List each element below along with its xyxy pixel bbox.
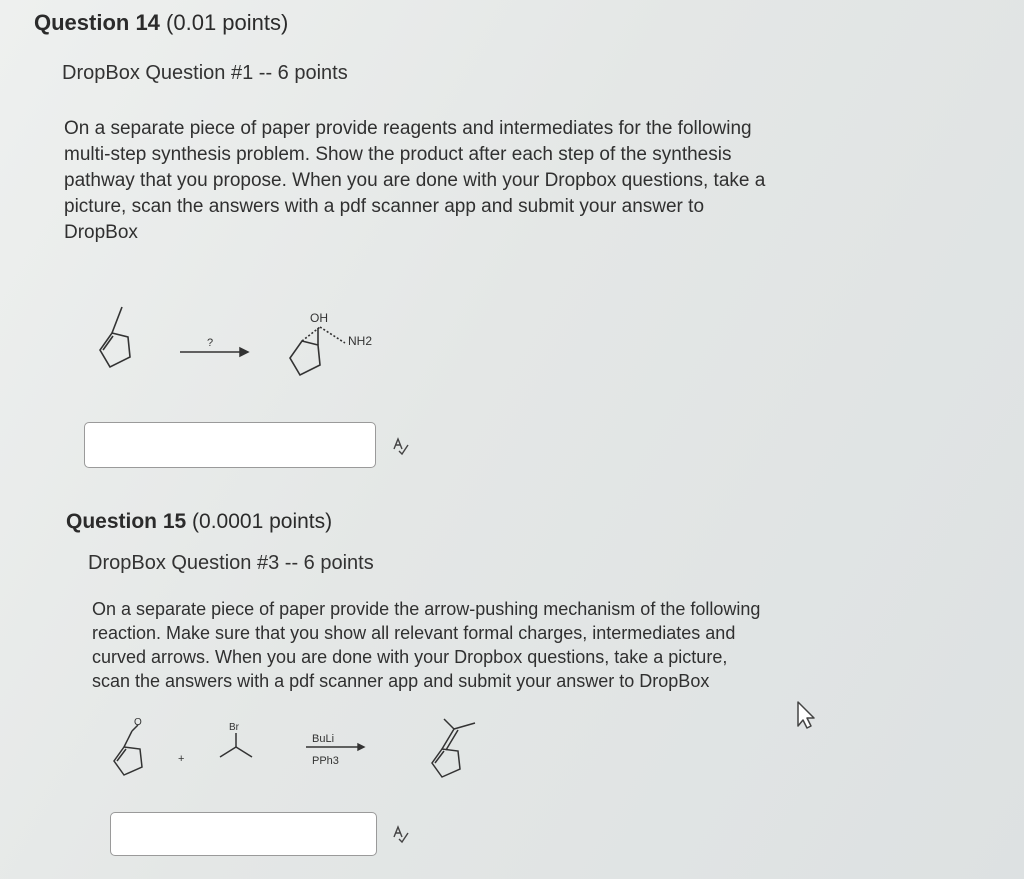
q14-label-oh: OH <box>310 311 328 325</box>
mouse-cursor-icon <box>792 700 818 730</box>
q14-product <box>290 327 345 375</box>
q14-subtitle: DropBox Question #1 -- 6 points <box>62 62 348 84</box>
q15-instruction-line: scan the answers with a pdf scanner app and submit your answer to DropBox <box>92 671 710 691</box>
q14-instruction-line: picture, scan the answers with a pdf scanner app and submit your answer to <box>64 196 705 217</box>
q15-plus: + <box>178 753 185 765</box>
q15-label-o: O <box>134 717 142 728</box>
q14-instruction-line: On a separate piece of paper provide reagents and intermediates for the following <box>64 118 752 139</box>
q15-instruction-line: curved arrows. When you are done with your Dropbox questions, take a picture, <box>92 647 728 667</box>
spell-check-icon[interactable] <box>391 436 411 456</box>
q15-reagent-bottom: PPh3 <box>312 755 339 767</box>
q14-points: (0.01 points) <box>166 10 289 35</box>
q15-isopropyl-bromide <box>220 733 252 757</box>
q15-points: (0.0001 points) <box>192 510 333 533</box>
q14-starting-material <box>100 307 130 367</box>
q15-reagent-top: BuLi <box>312 733 335 745</box>
q14-reaction-arrow <box>180 348 248 356</box>
q14-instruction-line: multi-step synthesis problem. Show the product after each step of the synthesis <box>64 144 732 165</box>
q14-synthesis-scheme <box>80 295 420 405</box>
q15-answer-input[interactable] <box>110 812 377 856</box>
q15-instruction-line: On a separate piece of paper provide the arrow-pushing mechanism of the following <box>92 599 761 619</box>
q14-instructions <box>64 116 944 246</box>
q15-instructions <box>92 597 892 693</box>
q15-reaction-scheme <box>100 715 500 795</box>
q14-heading <box>34 10 288 36</box>
q15-heading <box>66 510 332 534</box>
q15-title: Question 15 <box>66 510 187 533</box>
q15-label-br: Br <box>229 722 239 733</box>
q14-instruction-line: pathway that you propose. When you are done with your Dropbox questions, take a <box>64 170 766 191</box>
q15-subtitle: DropBox Question #3 -- 6 points <box>88 552 374 574</box>
spell-check-icon[interactable] <box>391 824 411 844</box>
q15-instruction-line: reaction. Make sure that you show all relevant formal charges, intermediates and <box>92 623 736 643</box>
q15-aldehyde <box>114 725 142 775</box>
q15-product <box>432 719 475 777</box>
q14-answer-input[interactable] <box>84 422 376 468</box>
q14-label-nh2: NH2 <box>348 334 373 348</box>
q14-instruction-line: DropBox <box>64 222 138 243</box>
q14-title: Question 14 <box>34 10 160 35</box>
q14-arrow-label: ? <box>207 337 214 349</box>
